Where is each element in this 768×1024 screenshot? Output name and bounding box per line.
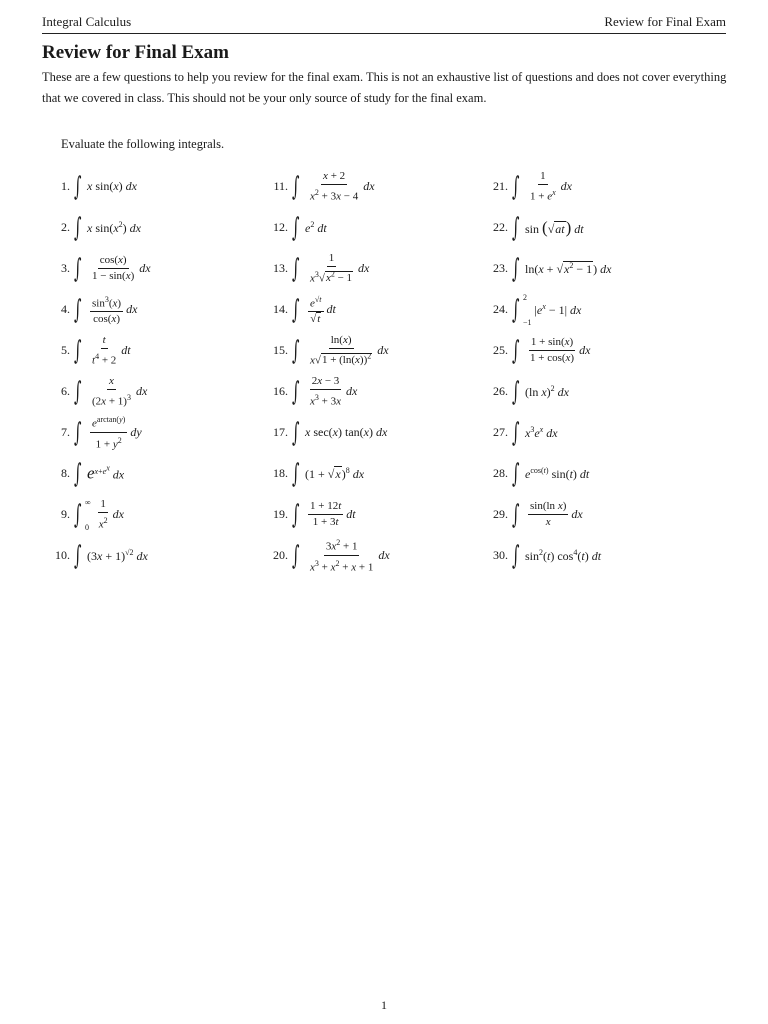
problem-14: 14. ∫ $\frac{e^{√t}}{√t}$ dt [273,294,336,326]
integral-sign: ∫ [292,540,300,571]
running-header [42,14,726,34]
problem-22: 22. ∫ sin (√at) dt [493,212,584,243]
problem-19: 19. ∫ $\frac{1 + 12t}{1 + 3t}$ dt [273,499,356,530]
integral-sign: ∫ [512,335,520,366]
integral-sign: ∫ [512,376,520,407]
integral-sign: ∫ [74,376,82,407]
problem-17: 17. ∫ x sec(x) tan(x) dx [273,417,388,448]
problem-27: 27. ∫ $x^3e^x$ dx [493,417,558,448]
integral-sign: ∫ [74,171,82,202]
integral-sign: ∫ [292,417,300,448]
problem-5: 5. ∫ $\frac{t}{t^4 + 2}$ dt [61,333,131,367]
problem-30: 30. ∫ $\sin^2(t)$ $\cos^4(t)$ dt [493,540,602,571]
integral-sign: ∫ [74,540,82,571]
problem-11: 11. ∫ $\frac{x + 2}{x^2 + 3x - 4}$ dx [273,169,375,203]
integral-sign: ∫ [292,253,300,284]
problem-15: 15. ∫ $\frac{\ln(x)}{x√1 + (\ln(x))^2}$ dx [273,333,389,367]
intro-paragraph: These are a few questions to help you review for the final exam. This is not an exhaustive list of questions and does not cover everything that we covered in class. This should not be your only source of study for the final exam. [42,70,727,105]
integral-sign: ∫ [74,294,82,325]
instruction-text: Evaluate the following integrals. [61,137,225,151]
problem-20: 20. ∫ $\frac{3x^2 + 1}{x^3 + x^2 + x + 1}$ dx [273,538,390,574]
integral-sign: ∫ [512,540,520,571]
problem-13: 13. ∫ $\frac{1}{x^3√x^2 - 1}$ dx [273,251,370,285]
problem-column-1 [44,166,264,576]
problem-25: 25. ∫ $\frac{1 + \sin(x)}{1 + \cos(x)}$ dx [493,335,591,366]
integral-sign: ∫ [292,499,300,530]
integral-sign: ∫ [512,171,520,202]
integral-sign: ∫ [74,212,82,243]
integral-sign: ∫ [74,417,82,448]
problem-24: 24. ∫ 2 −1 $|e^x - 1|$ dx [493,292,582,327]
problem-1: 1. ∫ x sin(x) dx [61,171,137,202]
integral-sign: ∫ [74,458,82,489]
integral-sign: ∫ [292,376,300,407]
problem-28: 28. ∫ $e^{cos(t)}$ sin(t) dt [493,458,590,489]
problem-10: 10. ∫ $(3x + 1)^{√2}$ dx [55,540,148,571]
problem-29: 29. ∫ $\frac{\text{sin(ln x)}}{x}$ dx [493,499,583,530]
problem-23: 23. ∫ $\ln(x + √x^2 - 1)$ dx [493,253,612,284]
problem-18: 18. ∫ $(1 + √x)^8$ dx [273,458,365,489]
problem-column-2 [262,166,482,576]
integral-sign: ∫ [74,335,82,366]
problem-8: 8. ∫ $e^{x+e^x}$ dx [61,458,125,489]
integral-sign: ∫ [512,499,520,530]
integral-sign: ∫ [512,212,520,243]
problem-7: 7. ∫ $\frac{e^{arctan(y)}}{1 + y^2}$ dy [61,415,142,451]
problem-2: 2. ∫ x $\sin(x^2)$ dx [61,212,141,243]
problem-21: 21. ∫ $\frac{1}{1 + e^x}$ dx [493,169,572,203]
problem-4: 4. ∫ $\frac{\sin^3(x)}{\cos(x)}$ dx [61,294,138,326]
integral-sign: ∫ [512,417,520,448]
page-title: Review for Final Exam [42,42,229,63]
header-doc-title: Review for Final Exam [604,14,726,29]
integral-sign: ∫ [292,171,300,202]
problem-3: 3. ∫ $\frac{\cos(x)}{1 - \sin(x)}$ dx [61,253,151,284]
integral-sign: ∫ [74,499,82,530]
integral-sign: ∫ [292,294,300,325]
integral-sign: ∫ [292,335,300,366]
problem-12: 12. ∫ $e^2$ dt [273,212,327,243]
problem-column-3 [482,166,702,576]
integral-sign: ∫ [512,253,520,284]
problem-26: 26. ∫ (ln x)$^2$ dx [493,376,569,407]
integral-sign: ∫ [512,458,520,489]
problem-9: 9. ∫ ∞ 0 $\frac{1}{x^2}$ dx [61,497,124,532]
header-course: Integral Calculus [42,14,132,29]
integral-sign: ∫ [512,294,520,325]
integral-sign: ∫ [292,458,300,489]
problem-6: 6. ∫ $\frac{x}{(2x + 1)^3}$ dx [61,374,148,408]
page-number: 1 [381,998,387,1012]
problem-16: 16. ∫ $\frac{2x - 3}{x^3 + 3x}$ dx [273,374,358,408]
integral-sign: ∫ [74,253,82,284]
integral-sign: ∫ [292,212,300,243]
